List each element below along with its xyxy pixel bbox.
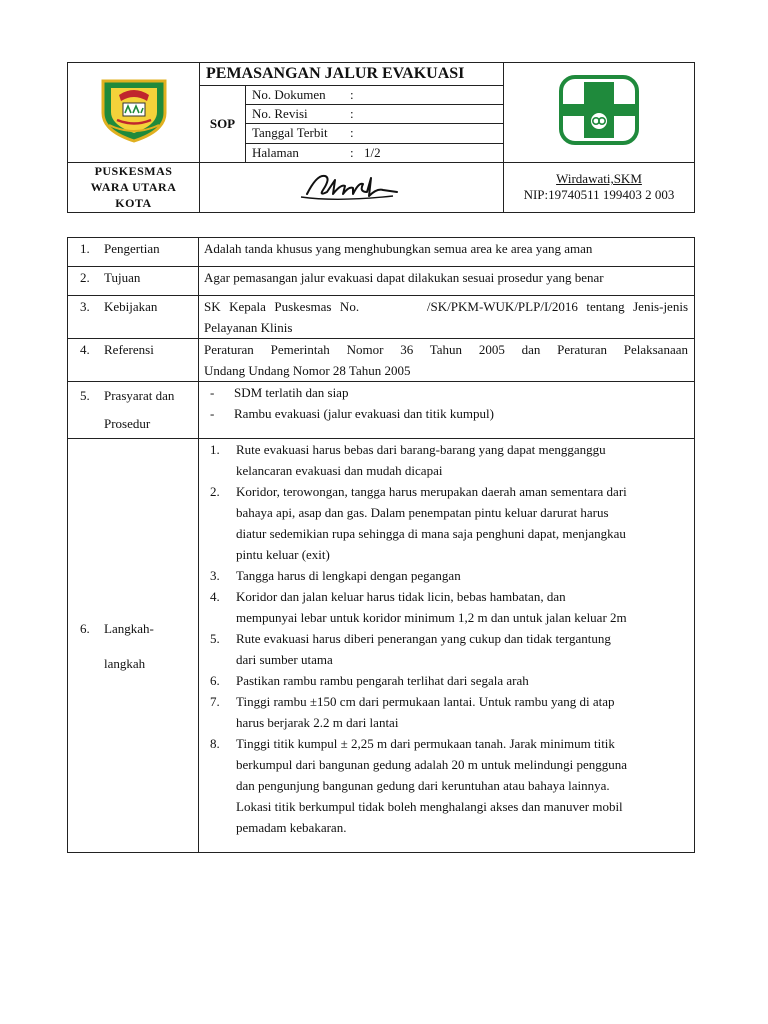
row-value: Agar pemasangan jalur evakuasi dapat dilakukan sesuai prosedur yang benar <box>199 267 695 296</box>
meta-colon: : <box>350 144 354 160</box>
step-line: dari sumber utama <box>236 652 333 667</box>
row-label-text: Pengertian <box>104 241 160 256</box>
step-line: Rute evakuasi harus bebas dari barang-barang yang dapat mengganggu <box>236 442 606 457</box>
step-line: diatur sedemikian rupa sehingga di mana saja penghuni dapat, menjangkau <box>236 526 626 541</box>
step-line: bahaya api, asap dan gas. Dalam penempatan pintu keluar darurat harus <box>236 505 609 520</box>
row-number: 6. <box>80 620 90 636</box>
meta-value: 1/2 <box>364 144 381 160</box>
row-number: 2. <box>80 270 90 285</box>
officer-cell <box>504 162 695 212</box>
steps-list <box>204 439 688 838</box>
step-line: Pastikan rambu rambu pengarah terlihat dari segala arah <box>236 673 529 688</box>
step-number: 5. <box>210 631 220 646</box>
row-value <box>199 296 695 339</box>
row-label-text: Kebijakan <box>104 299 158 314</box>
step-item <box>204 586 688 628</box>
meta-label: No. Revisi <box>252 106 308 122</box>
row-value-line: SK Kepala Puskesmas No. /SK/PKM-WUK/PLP/I/2016 tentang Jenis-jenis <box>204 299 688 314</box>
step-text <box>236 586 688 628</box>
table-row <box>68 382 695 439</box>
list-item <box>204 403 688 424</box>
step-number: 8. <box>210 736 220 751</box>
row-label <box>68 267 199 296</box>
meta-colon: : <box>350 125 354 141</box>
row-label <box>68 238 199 267</box>
step-line: Tinggi rambu ±150 cm dari permukaan lantai. Untuk rambu yang di atap <box>236 694 615 709</box>
step-line: Tangga harus di lengkapi dengan pegangan <box>236 568 461 583</box>
row-label <box>68 382 199 439</box>
step-line: Tinggi titik kumpul ± 2,25 m dari permukaan tanah. Jarak minimum titik <box>236 736 615 751</box>
row-label-text: Tujuan <box>104 270 141 285</box>
step-line: berkumpul dari bangunan gedung adalah 20 m untuk melindungi pengguna <box>236 757 627 772</box>
list-dash: - <box>210 406 215 421</box>
table-row <box>68 439 695 853</box>
row-label <box>68 296 199 339</box>
step-line: Koridor, terowongan, tangga harus merupakan daerah aman sementara dari <box>236 484 627 499</box>
step-text <box>236 670 688 691</box>
signature-cell <box>200 162 504 212</box>
row-value <box>199 339 695 382</box>
meta-label: Halaman <box>252 144 299 160</box>
table-row <box>68 296 695 339</box>
step-item <box>204 628 688 670</box>
step-number: 2. <box>210 484 220 499</box>
step-line: Lokasi titik berkumpul tidak boleh menghalangi akses dan manuver mobil <box>236 799 623 814</box>
step-line: pintu keluar (exit) <box>236 547 330 562</box>
step-number: 7. <box>210 694 220 709</box>
table-row <box>68 238 695 267</box>
step-text <box>236 733 688 838</box>
step-number: 4. <box>210 589 220 604</box>
step-item <box>204 565 688 586</box>
step-line: kelancaran evakuasi dan mudah dicapai <box>236 463 443 478</box>
step-text <box>236 565 688 586</box>
table-row <box>68 339 695 382</box>
row-number: 5. <box>80 388 90 403</box>
row-label-text: Prosedur <box>104 416 151 431</box>
step-line: pemadam kebakaran. <box>236 820 347 835</box>
meta-label: No. Dokumen <box>252 87 326 103</box>
step-item <box>204 691 688 733</box>
step-number: 3. <box>210 568 220 583</box>
document-title: PEMASANGAN JALUR EVAKUASI <box>200 63 504 86</box>
steps-cell <box>199 439 695 853</box>
document-header <box>67 62 695 213</box>
row-value: Adalah tanda khusus yang menghubungkan semua area ke area yang aman <box>199 238 695 267</box>
city-emblem-cell <box>68 63 200 163</box>
row-value-line: Peraturan Pemerintah Nomor 36 Tahun 2005 dan Peraturan Pelaksanaan <box>204 342 688 357</box>
meta-colon: : <box>350 106 354 122</box>
row-value-line: Pelayanan Klinis <box>204 320 293 335</box>
meta-document-number <box>246 86 504 105</box>
step-line: harus berjarak 2.2 m dari lantai <box>236 715 399 730</box>
prerequisite-list <box>204 382 688 424</box>
health-logo-cell <box>504 63 695 163</box>
meta-page <box>246 143 504 162</box>
step-text <box>236 691 688 733</box>
step-line: Koridor dan jalan keluar harus tidak licin, bebas hambatan, dan <box>236 589 566 604</box>
step-item <box>204 481 688 565</box>
organization-line: KOTA <box>115 196 152 211</box>
handwritten-signature <box>297 166 407 204</box>
step-line: dan pengunjung bangunan gedung dari keruntuhan atau bahaya lainnya. <box>236 778 610 793</box>
meta-revision <box>246 105 504 124</box>
step-line: mempunyai lebar untuk koridor minimum 1,2 m dan untuk jalan keluar 2m <box>236 610 627 625</box>
step-number: 6. <box>210 673 220 688</box>
row-label-text: langkah <box>104 655 146 671</box>
row-number: 4. <box>80 342 90 357</box>
list-item-text: Rambu evakuasi (jalur evakuasi dan titik kumpul) <box>234 406 494 421</box>
step-line: Rute evakuasi harus diberi penerangan yang cukup dan tidak tergantung <box>236 631 611 646</box>
step-item <box>204 670 688 691</box>
meta-issue-date <box>246 124 504 143</box>
step-text <box>236 628 688 670</box>
step-text <box>236 481 688 565</box>
row-value-line: Undang Undang Nomor 28 Tahun 2005 <box>204 363 411 378</box>
row-number: 1. <box>80 241 90 256</box>
meta-label: Tanggal Terbit <box>252 125 328 141</box>
officer-name: Wirdawati,SKM <box>556 171 642 187</box>
row-value <box>199 382 695 439</box>
row-label-text: Langkah- <box>104 620 154 636</box>
row-label-text: Referensi <box>104 342 154 357</box>
row-label <box>68 339 199 382</box>
table-row <box>68 267 695 296</box>
list-dash: - <box>210 385 215 400</box>
organization-line: PUSKESMAS <box>94 164 173 179</box>
row-label-text: Prasyarat dan <box>104 388 175 403</box>
sop-label: SOP <box>200 86 246 163</box>
step-item <box>204 439 688 481</box>
city-emblem-icon <box>97 77 171 143</box>
step-item <box>204 733 688 838</box>
sop-content-table <box>67 237 695 853</box>
list-item <box>204 382 688 403</box>
list-item-text: SDM terlatih dan siap <box>234 385 349 400</box>
step-text <box>236 439 688 481</box>
row-number: 3. <box>80 299 90 314</box>
puskesmas-logo-icon <box>558 74 640 146</box>
row-label <box>68 439 199 853</box>
officer-nip: NIP:19740511 199403 2 003 <box>523 187 675 203</box>
organization-line: WARA UTARA <box>90 180 177 195</box>
step-number: 1. <box>210 442 220 457</box>
organization-name <box>68 162 200 212</box>
meta-colon: : <box>350 87 354 103</box>
